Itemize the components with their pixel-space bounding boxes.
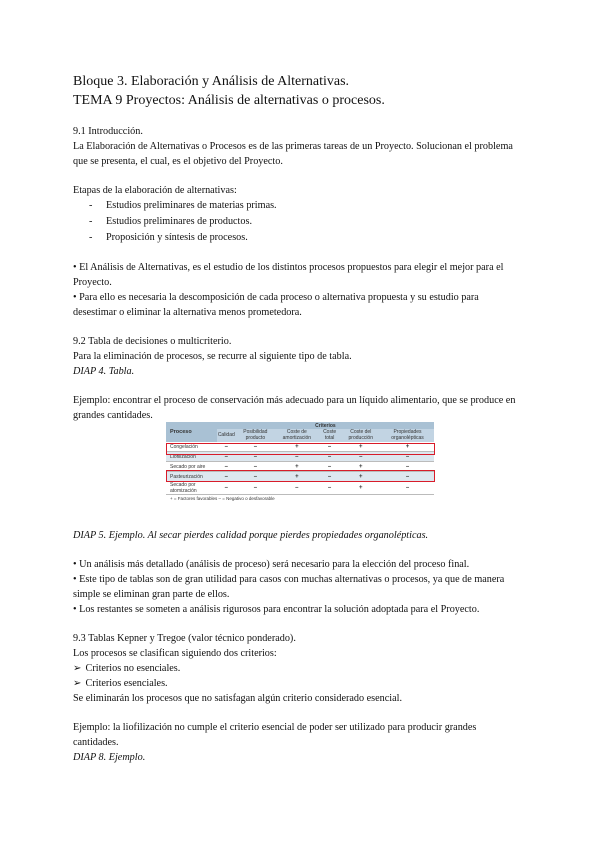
table-cell: –	[217, 462, 236, 472]
table-cell: +	[341, 442, 382, 452]
table-cell: +	[275, 462, 319, 472]
table-cell-process: Liofilización	[166, 452, 217, 462]
table-cell: –	[381, 472, 434, 482]
table-cell: –	[319, 472, 341, 482]
list-item	[73, 676, 523, 691]
table-cell: –	[217, 442, 236, 452]
table-cell: –	[236, 482, 275, 495]
table-cell: –	[319, 462, 341, 472]
highlight-box-secado	[166, 470, 435, 482]
table-cell: –	[236, 472, 275, 482]
table-column-header: Calidad	[217, 429, 236, 442]
decision-table	[166, 422, 434, 495]
table-cell: –	[319, 452, 341, 462]
table-cell: –	[236, 462, 275, 472]
table-header-criteria: Criterios	[217, 422, 434, 429]
list-item	[73, 661, 523, 676]
diap-reference: DIAP 8. Ejemplo.	[73, 752, 146, 763]
document-page-lower	[73, 528, 523, 765]
table-cell: –	[217, 482, 236, 495]
topic-title: TEMA 9 Proyectos: Análisis de alternativas o procesos.	[73, 93, 385, 108]
example-paragraph: Ejemplo: la liofilización no cumple el criterio esencial de poder ser utilizado para producir grandes cantidades.	[73, 722, 477, 748]
table-legend: + = Factores favorables – = Negativo o desfavorable	[170, 496, 275, 501]
table-column-header: Coste total	[319, 429, 341, 442]
section-heading-kepner: 9.3 Tablas Kepner y Tregoe (valor técnico ponderado).	[73, 633, 296, 644]
block-title: Bloque 3. Elaboración y Análisis de Alternativas.	[73, 74, 350, 89]
table-cell-process: Congelación	[166, 442, 217, 452]
table-column-header: Propiedades organolépticas	[381, 429, 434, 442]
stages-intro: Etapas de la elaboración de alternativas:	[73, 185, 237, 196]
table-intro: Para la eliminación de procesos, se recurre al siguiente tipo de tabla.	[73, 351, 352, 362]
table-cell: +	[341, 462, 382, 472]
table-header-process: Proceso	[166, 422, 217, 442]
table-cell: –	[381, 452, 434, 462]
section-heading-intro: 9.1 Introducción.	[73, 126, 143, 137]
document-page	[73, 72, 523, 423]
bullet-paragraph: • Los restantes se someten a análisis rigurosos para encontrar la solución adoptada para el Proyecto.	[73, 604, 480, 615]
bullet-paragraph: • Un análisis más detallado (análisis de proceso) será necesario para la elección del proceso final.	[73, 559, 470, 570]
table-cell: –	[236, 452, 275, 462]
table-cell: –	[217, 472, 236, 482]
table-cell-process: Secado por aire	[166, 462, 217, 472]
table-cell: –	[381, 462, 434, 472]
table-cell: –	[341, 452, 382, 462]
table-cell: +	[341, 472, 382, 482]
table-cell: –	[319, 482, 341, 495]
arrow-bullet-icon: ➢	[73, 663, 82, 674]
table-cell: +	[275, 472, 319, 482]
bullet-paragraph: • Este tipo de tablas son de gran utilidad para casos con muchas alternativas o procesos, ya que de manera simple se eliminan gran parte de ellos.	[73, 574, 505, 600]
table-cell-process: Pasteurización	[166, 472, 217, 482]
table-column-header: Coste del producción	[341, 429, 382, 442]
highlight-box-congelacion	[166, 443, 435, 455]
intro-paragraph: La Elaboración de Alternativas o Procesos es de las primeras tareas de un Proyecto. Solucionan el problema que se presenta, el cual, es el objetivo del Proyecto.	[73, 141, 513, 167]
table-cell: –	[217, 452, 236, 462]
table-cell-process: Secado por atomización	[166, 482, 217, 495]
table-cell: –	[381, 482, 434, 495]
criteria-list	[73, 661, 523, 691]
diap-reference: DIAP 4. Tabla.	[73, 366, 135, 377]
list-item-label: Criterios no esenciales.	[85, 663, 181, 674]
figure-caption: DIAP 5. Ejemplo. Al secar pierdes calidad porque pierdes propiedades organolépticas.	[73, 530, 429, 541]
bullet-paragraph: • El Análisis de Alternativas, es el estudio de los distintos procesos propuestos para elegir el mejor para el Proyecto.	[73, 262, 504, 288]
list-item-label: Criterios esenciales.	[85, 678, 168, 689]
table-column-header: Coste de amortización	[275, 429, 319, 442]
table-cell: +	[341, 482, 382, 495]
table-column-header: Posibilidad producto	[236, 429, 275, 442]
section-heading-table: 9.2 Tabla de decisiones o multicriterio.	[73, 336, 232, 347]
table-cell: –	[236, 442, 275, 452]
table-cell: +	[275, 442, 319, 452]
elimination-paragraph: Se eliminarán los procesos que no satisfagan algún criterio considerado esencial.	[73, 693, 403, 704]
example-paragraph: Ejemplo: encontrar el proceso de conservación más adecuado para un líquido alimentario, que se produce en grandes cantidades.	[73, 395, 516, 421]
list-item: - Proposición y síntesis de procesos.	[73, 230, 523, 246]
list-item: - Estudios preliminares de productos.	[73, 214, 523, 230]
decision-table-figure	[166, 422, 434, 514]
table-cell: –	[275, 482, 319, 495]
table-cell: –	[319, 442, 341, 452]
arrow-bullet-icon: ➢	[73, 678, 82, 689]
list-item: - Estudios preliminares de materias primas.	[73, 198, 523, 214]
table-cell: –	[275, 452, 319, 462]
stages-list	[73, 198, 523, 246]
criteria-intro: Los procesos se clasifican siguiendo dos criterios:	[73, 648, 277, 659]
bullet-paragraph: • Para ello es necesaria la descomposición de cada proceso o alternativa propuesta y su estudio para desestimar o eliminar la alternativa menos prometedora.	[73, 292, 479, 318]
table-row	[166, 482, 434, 495]
table-cell: +	[381, 442, 434, 452]
